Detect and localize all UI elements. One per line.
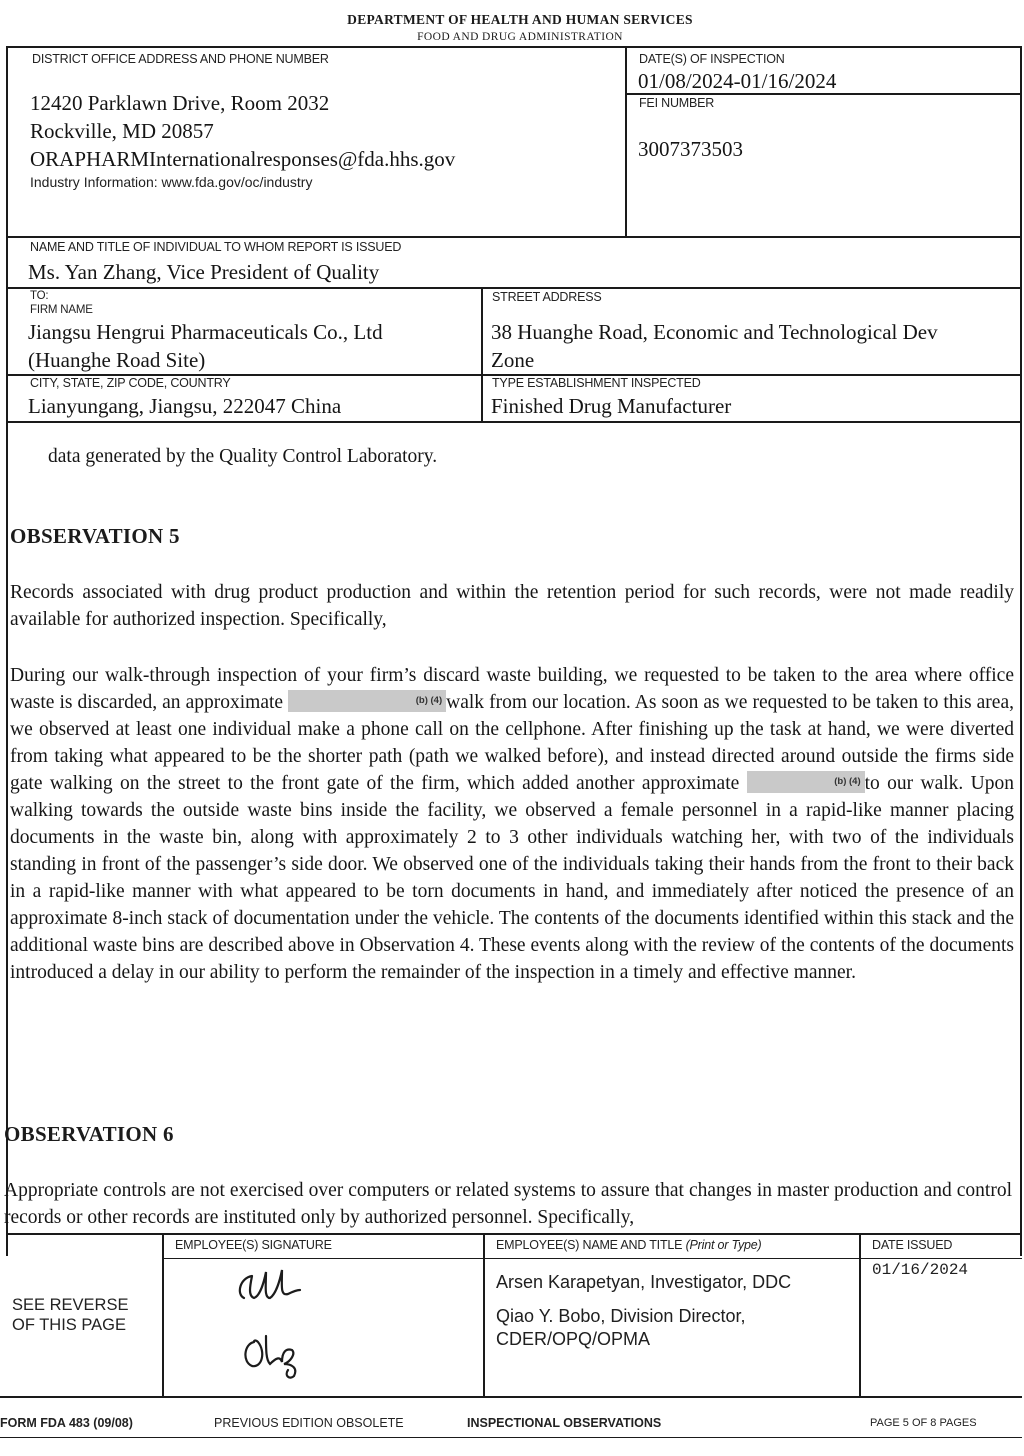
page-number: PAGE 5 OF 8 PAGES	[870, 1417, 977, 1429]
observation-6-text: Appropriate controls are not exercised over computers or related systems to assure that changes in master production and control records or other records are instituted only by authorized personnel. Specifically,	[4, 1180, 1012, 1228]
employee-2-line-1: Qiao Y. Bobo, Division Director,	[496, 1306, 746, 1326]
industry-info: Industry Information: www.fda.gov/oc/industry	[30, 174, 313, 190]
type-label: TYPE ESTABLISHMENT INSPECTED	[492, 376, 701, 390]
district-email: ORAPHARMInternationalresponses@fda.hhs.gov	[30, 147, 456, 171]
obs5-text-part-b: walk from our location. As soon as we requested to be taken to this area, we observed at least one individual make a phone call on the cellphone. After finishing up the task at hand, we were diverted from taking what appeared to be the shorter path (path we walked before), and instead directed around outside the firms side gate walking on the street to the front gate of the firm, which added another approximate	[10, 692, 1014, 794]
inspection-dates: 01/08/2024-01/16/2024	[638, 69, 837, 93]
department-title: DEPARTMENT OF HEALTH AND HUMAN SERVICES	[347, 12, 693, 27]
district-divider	[625, 46, 627, 237]
observation-6-title: OBSERVATION 6	[4, 1122, 174, 1146]
date-issued-value: 01/16/2024	[872, 1261, 969, 1279]
employee-2-line-2: CDER/OPQ/OPMA	[496, 1329, 651, 1349]
firm-name-2: (Huanghe Road Site)	[28, 348, 206, 372]
city-label: CITY, STATE, ZIP CODE, COUNTRY	[30, 376, 231, 390]
city-value: Lianyungang, Jiangsu, 222047 China	[28, 394, 342, 418]
recipient-name: Ms. Yan Zhang, Vice President of Quality	[28, 260, 380, 284]
signature-bottom-line	[0, 1396, 1022, 1398]
employee-1: Arsen Karapetyan, Investigator, DDC	[496, 1272, 792, 1292]
left-border	[6, 46, 8, 1256]
observation-5-paragraph	[10, 662, 1014, 986]
see-reverse-note	[12, 1295, 128, 1335]
fei-label: FEI NUMBER	[639, 96, 715, 110]
district-address-2: Rockville, MD 20857	[30, 119, 214, 143]
signature-label: EMPLOYEE(S) SIGNATURE	[175, 1238, 332, 1252]
redaction-box-1	[288, 690, 446, 712]
street-label: STREET ADDRESS	[492, 290, 602, 304]
date-label-line	[860, 1258, 1022, 1259]
continued-text: data generated by the Quality Control Laboratory.	[48, 446, 438, 467]
footer-line	[0, 1437, 1022, 1438]
observation-5-intro: Records associated with drug product production and within the retention period for such records, were not made readily available for authorized inspection. Specifically,	[10, 582, 1014, 630]
sig-label-line	[163, 1258, 485, 1259]
street-address-1: 38 Huanghe Road, Economic and Technological Dev	[491, 320, 938, 344]
firm-divider	[481, 287, 483, 422]
fei-number: 3007373503	[638, 137, 743, 161]
recipient-top-line	[6, 236, 1022, 238]
firm-top-line	[6, 287, 1022, 289]
signature-1-scribble	[230, 1264, 310, 1314]
firm-name-1: Jiangsu Hengrui Pharmaceuticals Co., Ltd	[28, 320, 383, 344]
body-top-line	[6, 421, 1022, 423]
district-address-1: 12420 Parklawn Drive, Room 2032	[30, 91, 330, 115]
firm-name-label: FIRM NAME	[30, 304, 93, 316]
form-number: FORM FDA 483 (09/08)	[0, 1416, 133, 1430]
redaction-code-1: (b) (4)	[415, 695, 443, 706]
right-border	[1020, 46, 1022, 1256]
signature-2-scribble	[236, 1328, 316, 1382]
name-label-line	[484, 1258, 860, 1259]
date-issued-label: DATE ISSUED	[872, 1238, 953, 1252]
see-reverse-line-2: OF THIS PAGE	[12, 1316, 126, 1334]
top-border	[6, 46, 1022, 48]
name-title-label	[496, 1238, 762, 1252]
previous-edition: PREVIOUS EDITION OBSOLETE	[214, 1416, 404, 1430]
recipient-label: NAME AND TITLE OF INDIVIDUAL TO WHOM REPORT IS ISSUED	[30, 240, 402, 254]
see-reverse-line-1: SEE REVERSE	[12, 1296, 129, 1314]
observation-5-title: OBSERVATION 5	[10, 524, 180, 548]
redaction-code-2: (b) (4)	[834, 776, 861, 787]
signature-top-line	[6, 1233, 1022, 1235]
dates-label: DATE(S) OF INSPECTION	[639, 52, 785, 66]
district-label: DISTRICT OFFICE ADDRESS AND PHONE NUMBER	[32, 52, 329, 66]
redaction-box-2	[747, 771, 865, 793]
form-title: INSPECTIONAL OBSERVATIONS	[467, 1416, 662, 1430]
agency-title: FOOD AND DRUG ADMINISTRATION	[417, 31, 623, 43]
name-title-label-text: EMPLOYEE(S) NAME AND TITLE	[496, 1238, 683, 1252]
obs5-text-part-c: to our walk. Upon walking towards the outside waste bins inside the facility, we observed a female personnel in a rapid-like manner placing documents in the waste bin, along with approximately 2 to 3 other individuals watching her, with two of the individuals standing in front of the passenger’s side door. We observed one of the individuals taking their hands from the front to their back in a rapid-like manner with what appeared to be torn documents in hand, and immediately after noticed the presence of an approximate 8-inch stack of documentation under the vehicle. The contents of the documents identified within this stack and the additional waste bins are described above in Observation 4. These events along with the review of the contents of the documents introduced a delay in our ability to perform the remainder of the inspection in a timely and effective manner.	[10, 773, 1014, 983]
type-value: Finished Drug Manufacturer	[491, 394, 732, 418]
obs5-text-part-a: During our walk-through inspection of your firm’s discard waste building, we requested to be taken to the area where office waste is discarded, an approximate	[10, 665, 1014, 713]
street-address-2: Zone	[491, 348, 535, 372]
to-label: TO:	[30, 290, 49, 302]
name-title-label-italic: (Print or Type)	[685, 1238, 762, 1252]
